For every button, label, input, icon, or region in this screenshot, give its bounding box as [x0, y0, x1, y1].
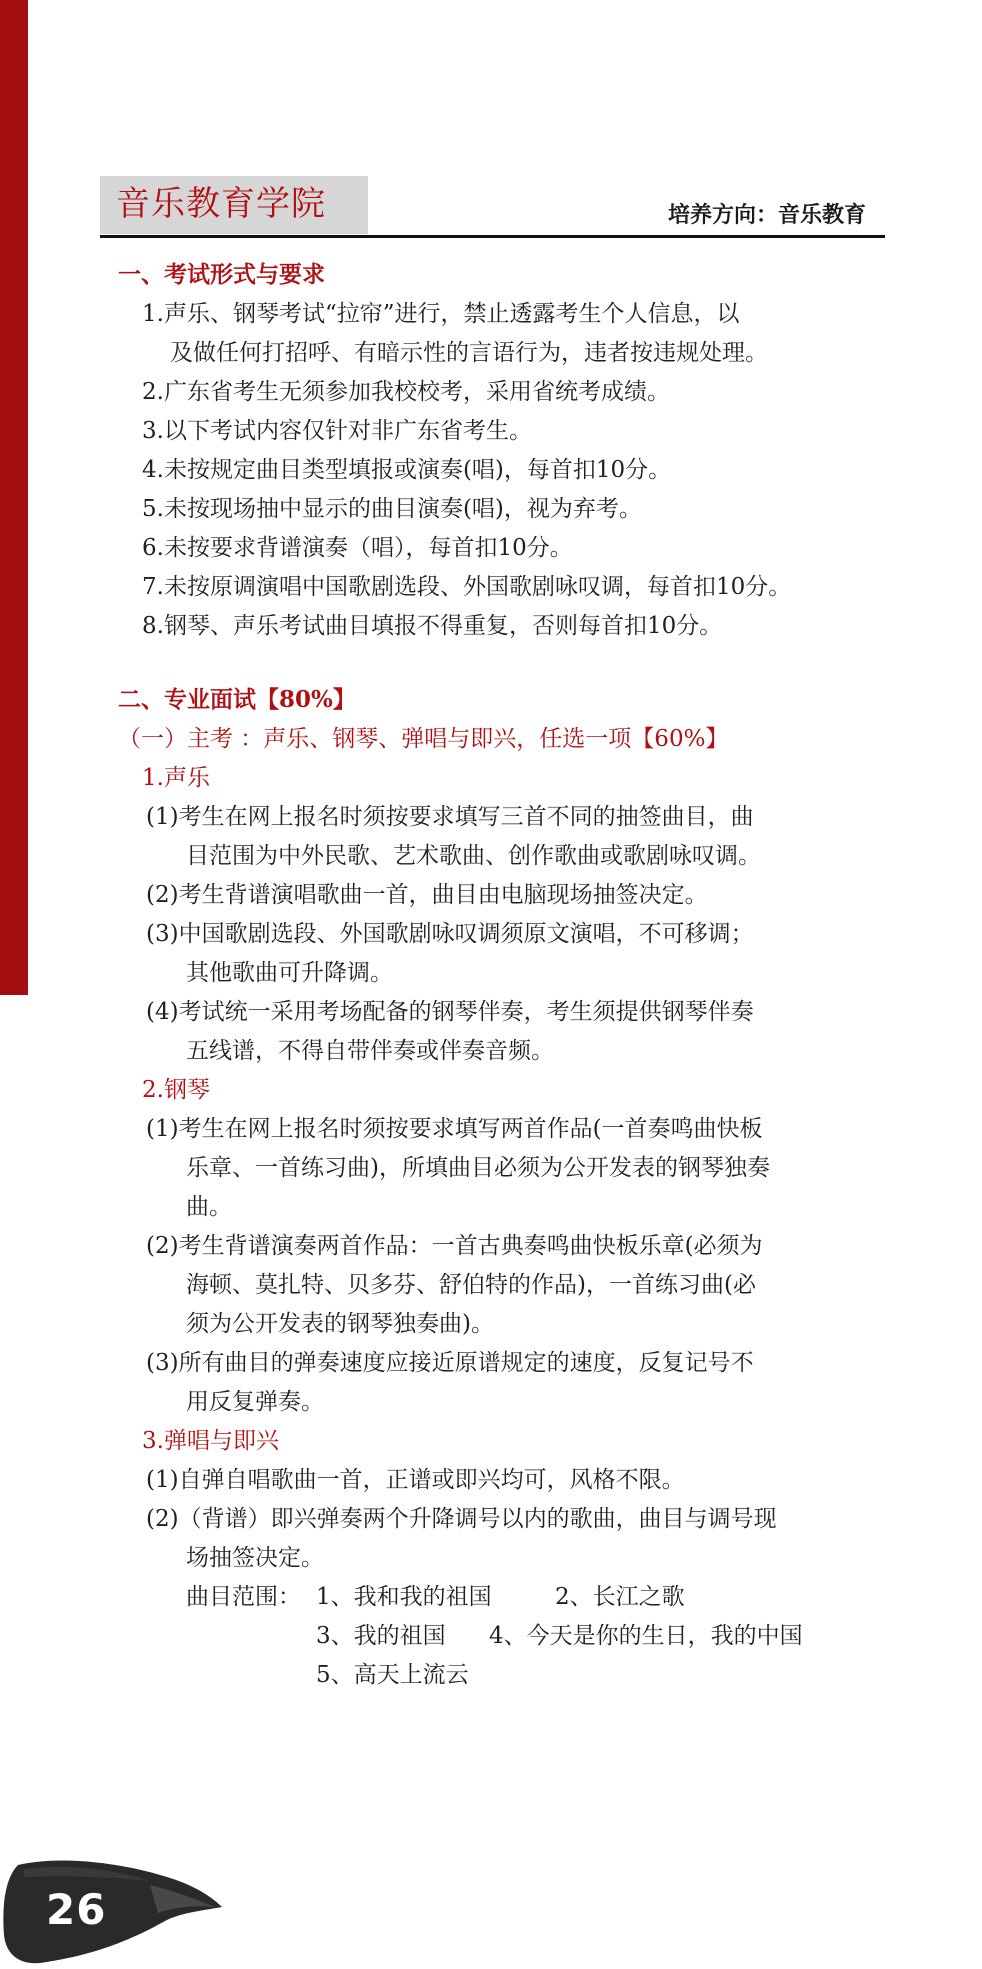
piano-rule: 曲。 [186, 1194, 232, 1220]
rule-item: 7.未按原调演唱中国歌剧选段、外国歌剧咏叹调，每首扣10分。 [142, 574, 792, 600]
repertoire-item: 5、高天上流云 [316, 1662, 469, 1688]
rule-item: 8.钢琴、声乐考试曲目填报不得重复，否则每首扣10分。 [142, 613, 723, 639]
subject-title-improv: 3.弹唱与即兴 [142, 1428, 279, 1454]
improv-rule: (2)（背谱）即兴弹奏两个升降调号以内的歌曲，曲目与调号现 [146, 1506, 777, 1532]
piano-rule: (2)考生背谱演奏两首作品：一首古典奏鸣曲快板乐章(必须为 [146, 1233, 763, 1259]
subject-title-vocal: 1.声乐 [142, 765, 210, 791]
rule-item: 6.未按要求背谱演奏（唱），每首扣10分。 [142, 535, 573, 561]
training-direction: 培养方向：音乐教育 [667, 202, 866, 228]
college-title: 音乐教育学院 [116, 184, 326, 224]
vocal-rule: 其他歌曲可升降调。 [186, 960, 393, 986]
repertoire-item: 1、我和我的祖国 [316, 1584, 492, 1610]
repertoire-label: 曲目范围： [186, 1584, 301, 1610]
page-number: 26 [46, 1885, 107, 1934]
piano-rule: 须为公开发表的钢琴独奏曲)。 [186, 1311, 494, 1337]
left-accent-bar [0, 0, 28, 995]
rule-item: 5.未按现场抽中显示的曲目演奏(唱)，视为弃考。 [142, 496, 642, 522]
vocal-rule: (3)中国歌剧选段、外国歌剧咏叹调须原文演唱，不可移调； [146, 921, 754, 947]
repertoire-item: 2、长江之歌 [555, 1584, 685, 1610]
piano-rule: 乐章、一首练习曲)，所填曲目必须为公开发表的钢琴独奏 [186, 1155, 770, 1181]
rule-item: 及做任何打招呼、有暗示性的言语行为，违者按违规处理。 [170, 340, 768, 366]
section-heading: 一、考试形式与要求 [118, 261, 325, 288]
header-divider [100, 235, 885, 238]
subject-title-piano: 2.钢琴 [142, 1077, 210, 1103]
sub-heading: （一）主考 ：声乐、钢琴、弹唱与即兴，任选一项【60%】 [118, 726, 729, 752]
repertoire-item: 4、今天是你的生日，我的中国 [489, 1623, 803, 1649]
vocal-rule: (1)考生在网上报名时须按要求填写三首不同的抽签曲目，曲 [146, 804, 754, 830]
rule-item: 2.广东省考生无须参加我校校考，采用省统考成绩。 [142, 379, 670, 405]
rule-item: 1.声乐、钢琴考试“拉帘”进行，禁止透露考生个人信息，以 [142, 301, 740, 327]
piano-rule: 海顿、莫扎特、贝多芬、舒伯特的作品)，一首练习曲(必 [186, 1272, 756, 1298]
vocal-rule: 目范围为中外民歌、艺术歌曲、创作歌曲或歌剧咏叹调。 [186, 843, 761, 869]
vocal-rule: (4)考试统一采用考场配备的钢琴伴奏，考生须提供钢琴伴奏 [146, 999, 754, 1025]
ink-brush-stroke [0, 1855, 225, 1965]
section-heading: 二、专业面试【80%】 [118, 686, 356, 713]
vocal-rule: 五线谱，不得自带伴奏或伴奏音频。 [186, 1038, 554, 1064]
improv-rule: (1)自弹自唱歌曲一首，正谱或即兴均可，风格不限。 [146, 1467, 685, 1493]
piano-rule: 用反复弹奏。 [186, 1389, 324, 1415]
vocal-rule: (2)考生背谱演唱歌曲一首，曲目由电脑现场抽签决定。 [146, 882, 708, 908]
piano-rule: (3)所有曲目的弹奏速度应接近原谱规定的速度，反复记号不 [146, 1350, 754, 1376]
repertoire-item: 3、我的祖国 [316, 1623, 446, 1649]
piano-rule: (1)考生在网上报名时须按要求填写两首作品(一首奏鸣曲快板 [146, 1116, 763, 1142]
rule-item: 3.以下考试内容仅针对非广东省考生。 [142, 418, 532, 444]
improv-rule: 场抽签决定。 [186, 1545, 324, 1571]
college-title-box [100, 176, 368, 234]
page-number-badge [0, 1855, 225, 1965]
rule-item: 4.未按规定曲目类型填报或演奏(唱)，每首扣10分。 [142, 457, 672, 483]
